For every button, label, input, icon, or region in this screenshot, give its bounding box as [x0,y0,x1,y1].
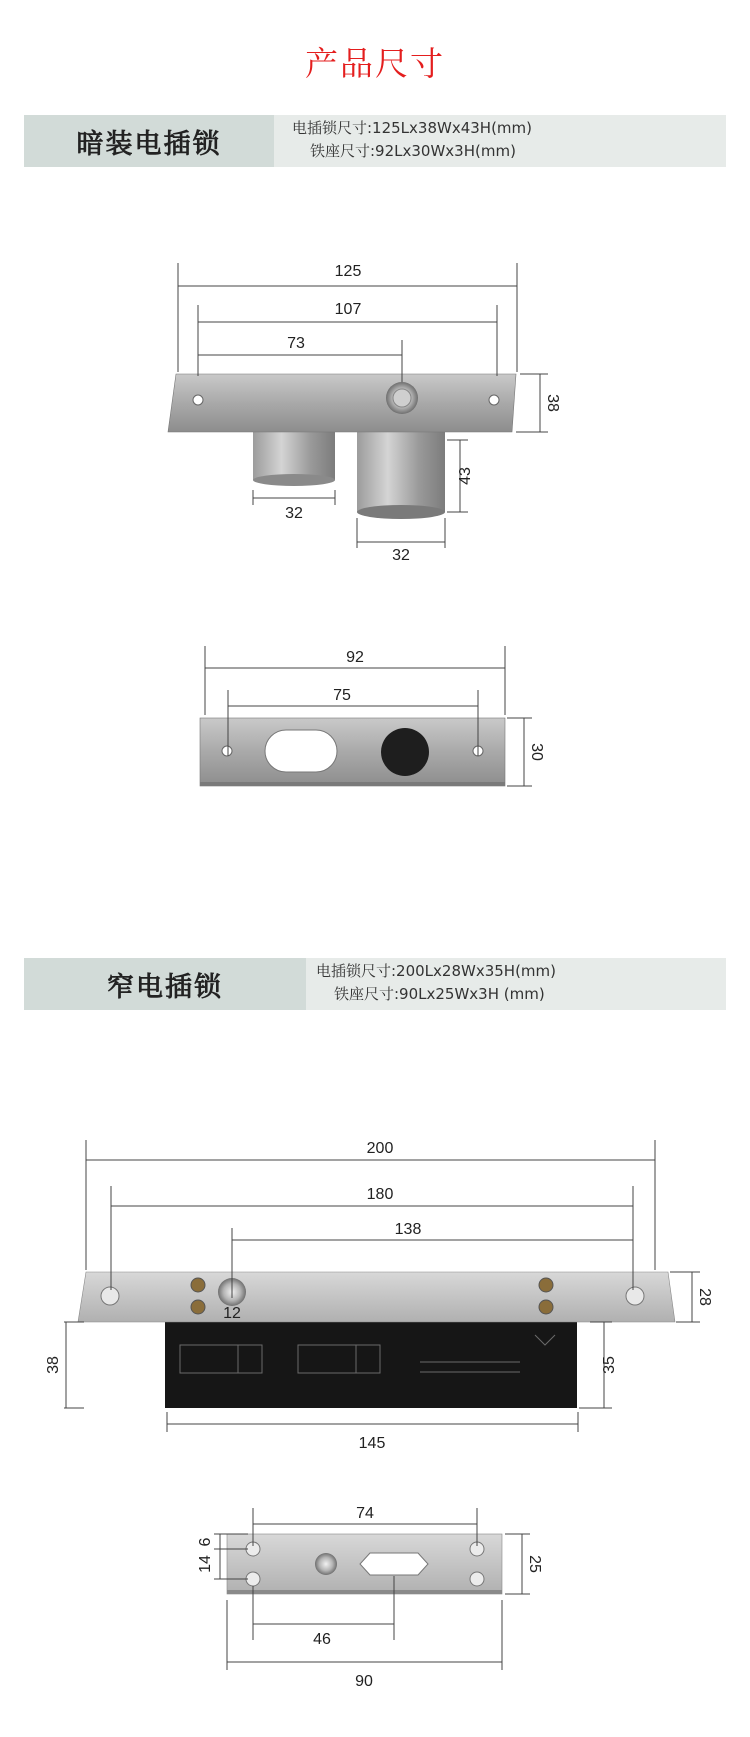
seat1-dim-holes: 75 [333,687,351,704]
seat2-dim-overall: 90 [355,1673,373,1690]
lock1-dim-holes: 107 [334,301,362,318]
seat1-slot [265,730,337,772]
lock1-dim-cyl-right: 32 [392,547,410,564]
section1-seat-drawing [200,646,545,786]
seat2-dim-edge: 6 [197,1537,214,1547]
seat2-screw [315,1553,337,1575]
seat2-dim-width: 25 [526,1555,543,1573]
lock2-dim-overall: 200 [366,1140,394,1157]
lock2-dim-body-height: 35 [601,1356,618,1374]
lock2-body [165,1322,577,1408]
section2-seat-drawing [197,1505,543,1690]
lock1-dim-overall: 125 [334,263,362,280]
seat1-plate [200,718,505,786]
lock2-dim-bolt: 138 [394,1221,422,1238]
lock1-faceplate [168,374,516,432]
section1-lock-drawing [168,263,561,564]
lock1-dim-bolt: 73 [287,335,305,352]
lock1-dim-width: 38 [544,394,561,412]
section1-name: 暗装电插锁 [24,115,274,167]
lock1-dim-cyl-left: 32 [285,505,303,522]
seat1-magnet [381,728,429,776]
section1-spec-lock: 电插锁尺寸:125Lx38Wx43H(mm) [292,119,533,137]
section2-spec-lock: 电插锁尺寸:200Lx28Wx35H(mm) [316,962,557,980]
lock2-faceplate [78,1272,675,1322]
seat2-dim-pitch: 14 [197,1555,214,1573]
lock1-cylinder-left [253,430,335,480]
lock2-dim-body-length: 145 [358,1435,386,1452]
seat2-dim-holes: 74 [356,1505,374,1522]
lock1-dim-height: 43 [457,467,474,485]
section1-spec-seat: 铁座尺寸:92Lx30Wx3H(mm) [310,142,516,160]
seat1-dim-overall: 92 [346,649,364,666]
lock2-dim-left-height: 38 [45,1356,62,1374]
seat2-slot [360,1553,428,1575]
lock1-cylinder-right [357,430,445,512]
section2-name: 窄电插锁 [24,958,306,1010]
seat1-dim-width: 30 [528,743,545,761]
lock2-dim-bolt-dia: 12 [223,1305,241,1322]
section2-lock-drawing [45,1140,713,1452]
lock2-dim-width: 28 [696,1288,713,1306]
section2-spec-seat: 铁座尺寸:90Lx25Wx3H (mm) [334,985,545,1003]
lock2-dim-holes: 180 [366,1186,394,1203]
seat2-dim-hole-to-slot: 46 [313,1631,331,1648]
page-title: 产品尺寸 [305,44,445,83]
